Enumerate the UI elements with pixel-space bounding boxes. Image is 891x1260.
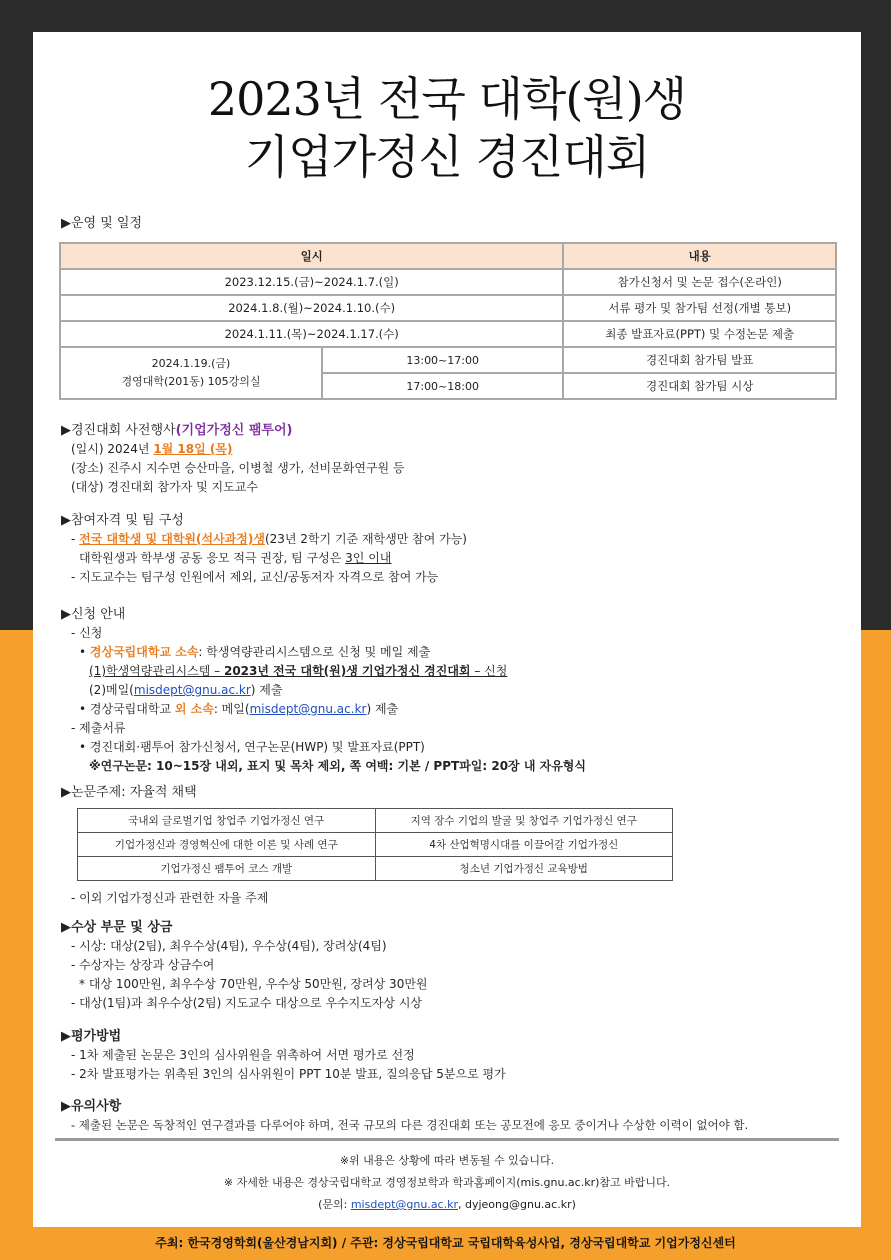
note-homepage: ※ 자세한 내용은 경상국립대학교 경영정보학과 학과홈페이지(mis.gnu.ac.kr)참고 바랍니다.	[223, 1176, 671, 1189]
title-line-2: 기업가정신 경진대회	[244, 130, 650, 184]
schedule-content: 경진대회 참가팀 발표	[563, 347, 836, 373]
schedule-time: 13:00~17:00	[322, 347, 563, 373]
table-row	[60, 347, 836, 373]
gnu-rest: : 학생역량관리시스템으로 신청 및 메일 제출	[198, 645, 431, 659]
table-row	[78, 833, 673, 857]
awards-line: - 시상: 대상(2팀), 최우수상(4팀), 우수상(4팀), 장려상(4팀)	[71, 939, 387, 953]
evaluation-heading: ▶평가방법	[61, 1029, 122, 1044]
step2-prefix: (2)메일(	[89, 683, 134, 697]
awards-line: - 수상자는 상장과 상금수여	[71, 958, 215, 972]
awards-prize-amounts: * 대상 100만원, 최우수상 70만원, 우수상 50만원, 장려상 30만원	[79, 977, 428, 991]
topic-cell: 지역 장수 기업의 발굴 및 창업주 기업가정신 연구	[375, 809, 673, 833]
schedule-content: 서류 평가 및 참가팀 선정(개별 통보)	[563, 295, 836, 321]
eligibility-advisor-note: - 지도교수는 팀구성 인원에서 제외, 교신/공동저자 자격으로 참여 가능	[71, 570, 439, 584]
application-docs-note: ※연구논문: 10~15장 내외, 표지 및 목차 제외, 쪽 여백: 기본 / PPT파일: 20장 내 자유형식	[89, 759, 586, 773]
final-place-text: 경영대학(201동) 105강의실	[121, 375, 261, 388]
eligibility-dash: -	[71, 532, 80, 546]
awards-section	[61, 919, 428, 1013]
contact-email-link[interactable]: misdept@gnu.ac.kr	[350, 1198, 458, 1211]
schedule-col-content: 내용	[563, 243, 836, 269]
poster-title	[33, 70, 861, 186]
pre-event-heading: ▶경진대회 사전행사	[61, 423, 176, 438]
step1-bold: 2023년 전국 대학(원)생 기업가정신 경진대회	[223, 664, 471, 678]
note-change: ※위 내용은 상황에 따라 변동될 수 있습니다.	[339, 1154, 555, 1167]
schedule-content: 경진대회 참가팀 시상	[563, 373, 836, 399]
awards-heading: ▶수상 부문 및 상금	[61, 920, 173, 935]
notes	[33, 1150, 861, 1216]
schedule-heading: ▶운영 및 일정	[61, 216, 143, 231]
topics-note: - 이외 기업가정신과 관련한 자율 주제	[71, 891, 269, 905]
schedule-time: 17:00~18:00	[322, 373, 563, 399]
application-docs: • 경진대회·팸투어 참가신청서, 연구논문(HWP) 및 발표자료(PPT)	[79, 740, 425, 754]
title-line-1: 2023년 전국 대학(원)생	[207, 72, 687, 126]
ext-highlight: 외 소속	[174, 702, 214, 716]
step1-suffix: – 신청	[470, 664, 508, 678]
pre-event-section	[61, 422, 405, 497]
contact-prefix: (문의:	[318, 1198, 351, 1211]
final-date-text: 2024.1.19.(금)	[151, 357, 231, 370]
caution-line: - 제출된 논문은 독창적인 연구결과를 다루어야 하며, 전국 규모의 다른 경진대회 또는 공모전에 응모 중이거나 수상한 이력이 없어야 함.	[71, 1118, 749, 1132]
ext-mid: : 메일(	[213, 702, 250, 716]
topic-cell: 기업가정신 팸투어 코스 개발	[78, 857, 376, 881]
footer-organizers: 주최: 한국경영학회(울산경남지회) / 주관: 경상국립대학교 국립대학육성사업, 경상국립대학교 기업가정신센터	[155, 1236, 736, 1250]
eligibility-highlight: 전국 대학생 및 대학원(석사과정)생	[79, 532, 265, 546]
schedule-content: 참가신청서 및 논문 접수(온라인)	[563, 269, 836, 295]
table-row	[60, 269, 836, 295]
eligibility-section	[61, 512, 467, 587]
topics-table	[77, 808, 673, 881]
email-link[interactable]: misdept@gnu.ac.kr	[249, 702, 367, 716]
pre-event-date: 1월 18일 (목)	[153, 442, 233, 456]
schedule-col-date: 일시	[60, 243, 563, 269]
table-row	[60, 295, 836, 321]
ext-prefix: • 경상국립대학교	[79, 702, 175, 716]
pre-event-place: (장소) 진주시 지수면 승산마을, 이병철 생가, 선비문화연구원 등	[71, 461, 405, 475]
email-link[interactable]: misdept@gnu.ac.kr	[133, 683, 251, 697]
eligibility-heading: ▶참여자격 및 팀 구성	[61, 513, 184, 528]
table-row	[78, 809, 673, 833]
evaluation-section	[61, 1028, 506, 1084]
schedule-date: 2023.12.15.(금)~2024.1.7.(일)	[60, 269, 563, 295]
application-section: ▶신청 안내 - 신청 • 경상국립대학교 소속: 학생역량관리시스템으로 신청 및 메일 제출 (1)학생역량관리시스템 – 2023년 전국 대학(원)생 기업가정신 경진대회 – 신청 (2)메일(misdept@gnu.ac.kr) 제출 • 경상국립대학교 외 소속: 메일(misdept@gnu.ac.kr) 제출 - 제출서류 • 경진대회·팸투어 참가신청서, 연구논문(HWP) 및 발표자료(PPT) ※연구논문: 10~15장 내외, 표지 및 목차 제외, 쪽 여백: 기본 / PPT파일: 20장 내 자유형식	[61, 606, 586, 776]
topic-cell: 4차 산업혁명시대를 이끌어갈 기업가정신	[375, 833, 673, 857]
caution-section	[61, 1098, 748, 1135]
step2-suffix: ) 제출	[250, 683, 283, 697]
pre-event-highlight: (기업가정신 팸투어)	[175, 423, 293, 438]
schedule-content: 최종 발표자료(PPT) 및 수정논문 제출	[563, 321, 836, 347]
schedule-table	[59, 242, 837, 400]
application-sub-apply: - 신청	[71, 626, 103, 640]
pre-event-date-label: (일시) 2024년	[71, 442, 154, 456]
topic-cell: 청소년 기업가정신 교육방법	[375, 857, 673, 881]
caution-heading: ▶유의사항	[61, 1099, 122, 1114]
gnu-highlight: 경상국립대학교 소속	[89, 645, 199, 659]
pre-event-target: (대상) 경진대회 참가자 및 지도교수	[71, 480, 258, 494]
schedule-date: 2024.1.11.(목)~2024.1.17.(수)	[60, 321, 563, 347]
note-contact	[33, 1194, 861, 1216]
topic-cell: 기업가정신과 경영혁신에 대한 이론 및 사례 연구	[78, 833, 376, 857]
application-heading: ▶신청 안내	[61, 607, 126, 622]
step1-prefix: (1)학생역량관리시스템 –	[89, 664, 224, 678]
table-row	[60, 321, 836, 347]
table-row	[78, 857, 673, 881]
awards-line: - 대상(1팀)과 최우수상(2팀) 지도교수 대상으로 우수지도자상 시상	[71, 996, 423, 1010]
ext-suffix: ) 제출	[366, 702, 399, 716]
topics-heading: ▶논문주제: 자율적 채택	[61, 785, 197, 800]
poster-sheet	[33, 32, 861, 1227]
schedule-date: 2024.1.8.(월)~2024.1.10.(수)	[60, 295, 563, 321]
eligibility-team-note: 대학원생과 학부생 공동 응모 적극 권장, 팀 구성은	[79, 551, 346, 565]
eligibility-rest: (23년 2학기 기준 재학생만 참여 가능)	[264, 532, 467, 546]
contact-rest: , dyjeong@gnu.ac.kr)	[458, 1198, 576, 1211]
evaluation-line: - 1차 제출된 논문은 3인의 심사위원을 위촉하여 서면 평가로 선정	[71, 1048, 415, 1062]
divider	[55, 1138, 839, 1141]
evaluation-line: - 2차 발표평가는 위촉된 3인의 심사위원이 PPT 10분 발표, 질의응답 5분으로 평가	[71, 1067, 506, 1081]
topic-cell: 국내외 글로벌기업 창업주 기업가정신 연구	[78, 809, 376, 833]
eligibility-team-size: 3인 이내	[345, 551, 392, 565]
schedule-final-date	[60, 347, 322, 399]
application-sub-docs: - 제출서류	[71, 721, 126, 735]
